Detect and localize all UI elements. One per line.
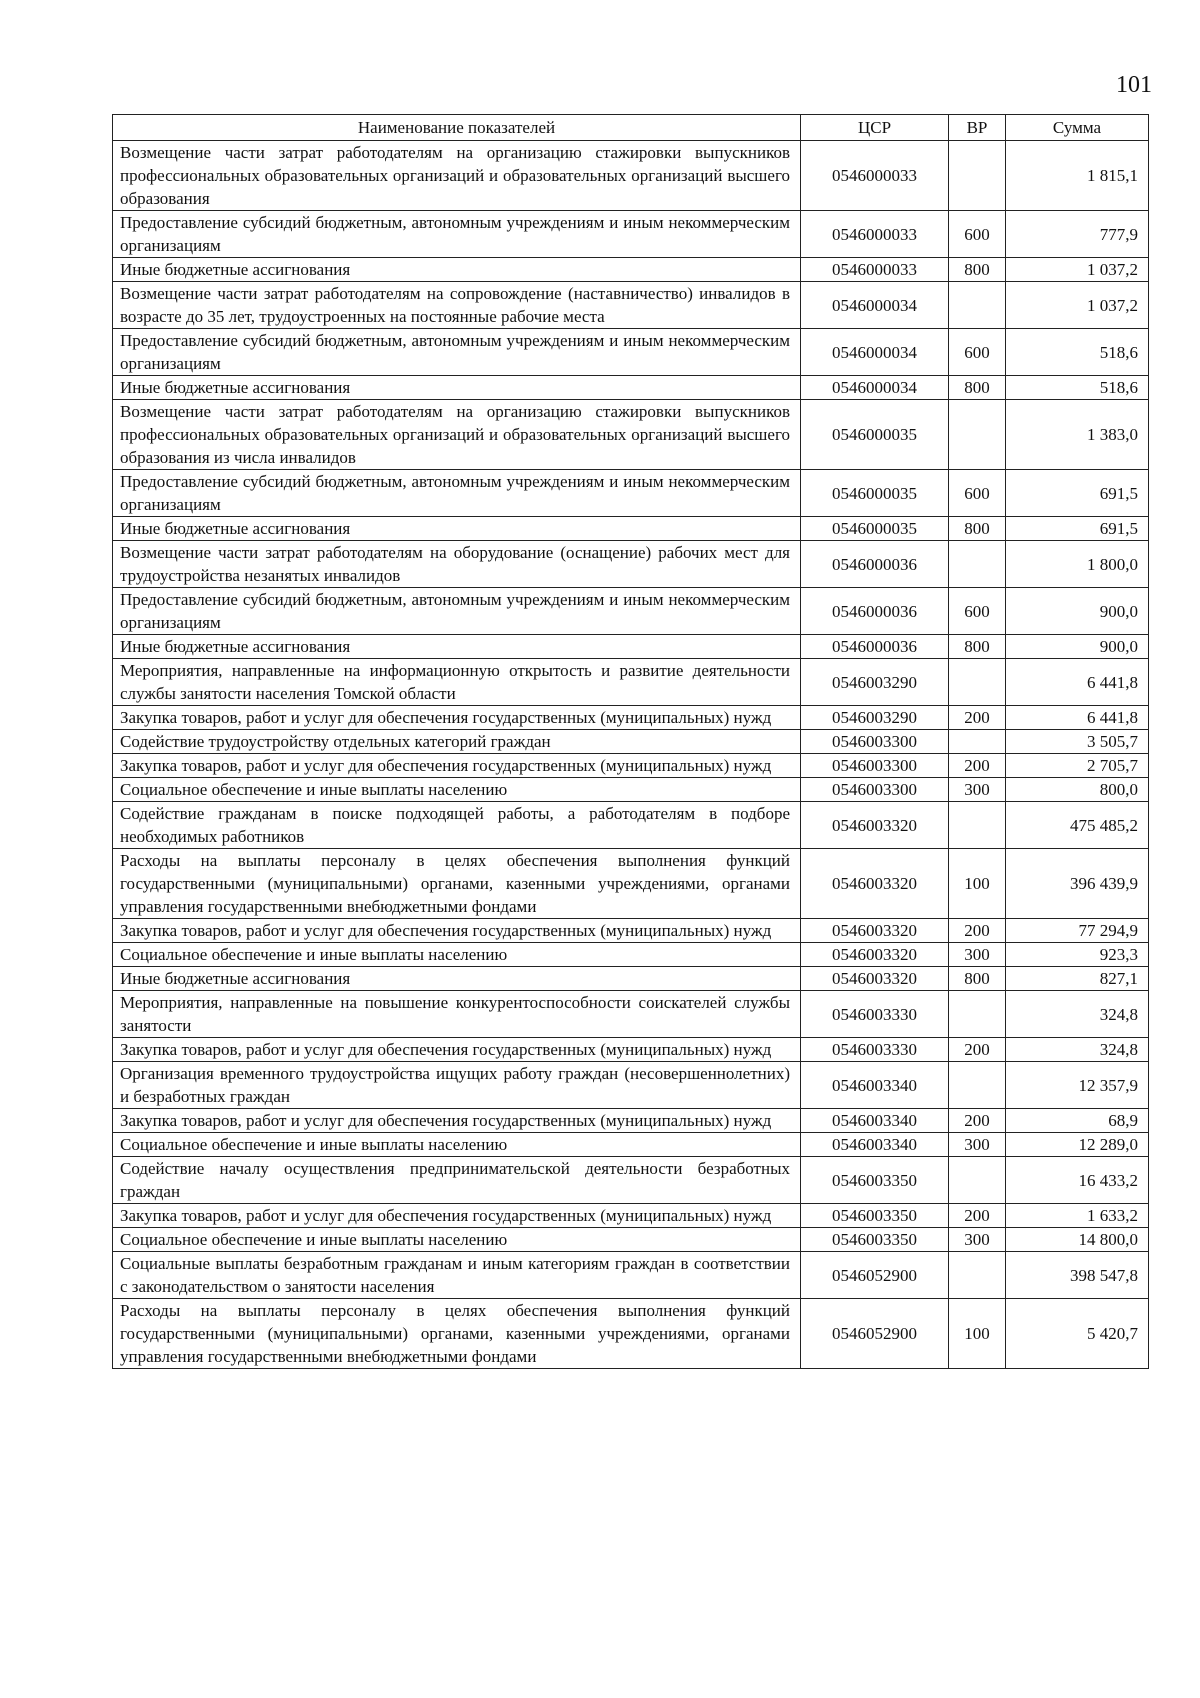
table-row: [113, 1062, 1149, 1109]
cell-vr: [949, 1157, 1006, 1204]
cell-name: Социальные выплаты безработным гражданам и иным категориям граждан в соответствии с законодательством о занятости населения: [113, 1252, 801, 1299]
cell-vr: 800: [949, 376, 1006, 400]
table-row: [113, 943, 1149, 967]
cell-sum: 518,6: [1006, 329, 1149, 376]
cell-vr: [949, 141, 1006, 211]
cell-vr: [949, 1252, 1006, 1299]
cell-csr: 0546003320: [801, 943, 949, 967]
cell-csr: 0546000034: [801, 329, 949, 376]
cell-sum: 16 433,2: [1006, 1157, 1149, 1204]
cell-name: Расходы на выплаты персоналу в целях обеспечения выполнения функций государственными (муниципальными) органами, казенными учреждениями, органами управления государственными внебюджетными фондами: [113, 849, 801, 919]
cell-csr: 0546052900: [801, 1299, 949, 1369]
cell-csr: 0546003340: [801, 1109, 949, 1133]
cell-csr: 0546000035: [801, 400, 949, 470]
cell-vr: 600: [949, 329, 1006, 376]
cell-csr: 0546000034: [801, 376, 949, 400]
cell-csr: 0546000036: [801, 541, 949, 588]
table-row: [113, 849, 1149, 919]
cell-csr: 0546000035: [801, 470, 949, 517]
cell-sum: 777,9: [1006, 211, 1149, 258]
cell-name: Закупка товаров, работ и услуг для обеспечения государственных (муниципальных) нужд: [113, 919, 801, 943]
table-row: [113, 211, 1149, 258]
cell-sum: 1 383,0: [1006, 400, 1149, 470]
page-number: 101: [1116, 72, 1152, 98]
table-row: [113, 517, 1149, 541]
table-row: [113, 778, 1149, 802]
cell-csr: 0546003340: [801, 1133, 949, 1157]
cell-vr: 100: [949, 849, 1006, 919]
cell-vr: [949, 282, 1006, 329]
cell-name: Закупка товаров, работ и услуг для обеспечения государственных (муниципальных) нужд: [113, 1109, 801, 1133]
cell-csr: 0546000034: [801, 282, 949, 329]
cell-vr: [949, 541, 1006, 588]
cell-name: Иные бюджетные ассигнования: [113, 376, 801, 400]
table-row: [113, 967, 1149, 991]
table-row: [113, 541, 1149, 588]
cell-name: Закупка товаров, работ и услуг для обеспечения государственных (муниципальных) нужд: [113, 1204, 801, 1228]
cell-vr: 800: [949, 517, 1006, 541]
table-body: [113, 141, 1149, 1369]
cell-name: Социальное обеспечение и иные выплаты населению: [113, 1133, 801, 1157]
cell-csr: 0546000033: [801, 211, 949, 258]
table-row: [113, 329, 1149, 376]
table-row: [113, 376, 1149, 400]
cell-csr: 0546003290: [801, 659, 949, 706]
column-header-vr: ВР: [949, 115, 1006, 141]
cell-name: Возмещение части затрат работодателям на организацию стажировки выпускников профессиональных образовательных организаций и образовательных организаций высшего образования: [113, 141, 801, 211]
cell-vr: 800: [949, 258, 1006, 282]
table-row: [113, 588, 1149, 635]
table-row: [113, 282, 1149, 329]
cell-name: Предоставление субсидий бюджетным, автономным учреждениям и иным некоммерческим организациям: [113, 211, 801, 258]
table-row: [113, 919, 1149, 943]
cell-name: Содействие гражданам в поиске подходящей работы, а работодателям в подборе необходимых работников: [113, 802, 801, 849]
cell-sum: 1 037,2: [1006, 282, 1149, 329]
cell-name: Возмещение части затрат работодателям на сопровождение (наставничество) инвалидов в возрасте до 35 лет, трудоустроенных на постоянные рабочие места: [113, 282, 801, 329]
cell-sum: 475 485,2: [1006, 802, 1149, 849]
cell-csr: 0546000033: [801, 258, 949, 282]
cell-vr: 200: [949, 754, 1006, 778]
cell-vr: 200: [949, 1038, 1006, 1062]
table-row: [113, 141, 1149, 211]
cell-sum: 5 420,7: [1006, 1299, 1149, 1369]
cell-name: Предоставление субсидий бюджетным, автономным учреждениям и иным некоммерческим организациям: [113, 588, 801, 635]
cell-sum: 6 441,8: [1006, 706, 1149, 730]
cell-name: Возмещение части затрат работодателям на оборудование (оснащение) рабочих мест для трудоустройства незанятых инвалидов: [113, 541, 801, 588]
table-row: [113, 258, 1149, 282]
cell-vr: 600: [949, 470, 1006, 517]
cell-sum: 1 037,2: [1006, 258, 1149, 282]
cell-sum: 2 705,7: [1006, 754, 1149, 778]
header-row: [113, 115, 1149, 141]
cell-sum: 800,0: [1006, 778, 1149, 802]
cell-name: Мероприятия, направленные на повышение конкурентоспособности соискателей службы занятости: [113, 991, 801, 1038]
cell-vr: [949, 991, 1006, 1038]
cell-sum: 12 289,0: [1006, 1133, 1149, 1157]
table-row: [113, 991, 1149, 1038]
table-row: [113, 706, 1149, 730]
cell-name: Иные бюджетные ассигнования: [113, 635, 801, 659]
table-row: [113, 470, 1149, 517]
cell-sum: 324,8: [1006, 1038, 1149, 1062]
table-row: [113, 1204, 1149, 1228]
column-header-csr: ЦСР: [801, 115, 949, 141]
cell-csr: 0546003320: [801, 849, 949, 919]
cell-name: Мероприятия, направленные на информационную открытость и развитие деятельности службы занятости населения Томской области: [113, 659, 801, 706]
cell-csr: 0546003290: [801, 706, 949, 730]
cell-sum: 518,6: [1006, 376, 1149, 400]
table-row: [113, 802, 1149, 849]
cell-vr: 100: [949, 1299, 1006, 1369]
table-row: [113, 659, 1149, 706]
cell-name: Социальное обеспечение и иные выплаты населению: [113, 778, 801, 802]
cell-csr: 0546003340: [801, 1062, 949, 1109]
cell-csr: 0546003350: [801, 1228, 949, 1252]
cell-csr: 0546052900: [801, 1252, 949, 1299]
cell-vr: 600: [949, 588, 1006, 635]
cell-vr: 200: [949, 1109, 1006, 1133]
cell-vr: 300: [949, 1228, 1006, 1252]
cell-csr: 0546000033: [801, 141, 949, 211]
cell-name: Иные бюджетные ассигнования: [113, 967, 801, 991]
cell-csr: 0546003350: [801, 1157, 949, 1204]
budget-table: [112, 114, 1149, 1369]
table-row: [113, 754, 1149, 778]
cell-vr: [949, 730, 1006, 754]
cell-csr: 0546000036: [801, 635, 949, 659]
cell-csr: 0546000035: [801, 517, 949, 541]
cell-sum: 324,8: [1006, 991, 1149, 1038]
table-row: [113, 1228, 1149, 1252]
cell-vr: 200: [949, 1204, 1006, 1228]
cell-vr: 600: [949, 211, 1006, 258]
cell-vr: 200: [949, 919, 1006, 943]
cell-name: Расходы на выплаты персоналу в целях обеспечения выполнения функций государственными (муниципальными) органами, казенными учреждениями, органами управления государственными внебюджетными фондами: [113, 1299, 801, 1369]
cell-sum: 691,5: [1006, 517, 1149, 541]
table-row: [113, 1038, 1149, 1062]
cell-name: Закупка товаров, работ и услуг для обеспечения государственных (муниципальных) нужд: [113, 754, 801, 778]
cell-csr: 0546003350: [801, 1204, 949, 1228]
cell-sum: 68,9: [1006, 1109, 1149, 1133]
cell-name: Предоставление субсидий бюджетным, автономным учреждениям и иным некоммерческим организациям: [113, 329, 801, 376]
cell-sum: 900,0: [1006, 635, 1149, 659]
table-header: [113, 115, 1149, 141]
cell-sum: 77 294,9: [1006, 919, 1149, 943]
table-row: [113, 400, 1149, 470]
cell-name: Социальное обеспечение и иные выплаты населению: [113, 1228, 801, 1252]
cell-sum: 14 800,0: [1006, 1228, 1149, 1252]
cell-name: Социальное обеспечение и иные выплаты населению: [113, 943, 801, 967]
cell-name: Предоставление субсидий бюджетным, автономным учреждениям и иным некоммерческим организациям: [113, 470, 801, 517]
cell-sum: 1 633,2: [1006, 1204, 1149, 1228]
table-row: [113, 1299, 1149, 1369]
cell-name: Иные бюджетные ассигнования: [113, 258, 801, 282]
table-row: [113, 1252, 1149, 1299]
cell-csr: 0546003300: [801, 778, 949, 802]
cell-sum: 12 357,9: [1006, 1062, 1149, 1109]
column-header-name: Наименование показателей: [113, 115, 801, 141]
cell-sum: 1 800,0: [1006, 541, 1149, 588]
cell-sum: 396 439,9: [1006, 849, 1149, 919]
table-row: [113, 1157, 1149, 1204]
cell-sum: 923,3: [1006, 943, 1149, 967]
table-row: [113, 1133, 1149, 1157]
cell-vr: [949, 802, 1006, 849]
cell-sum: 691,5: [1006, 470, 1149, 517]
cell-csr: 0546003300: [801, 730, 949, 754]
cell-vr: 800: [949, 967, 1006, 991]
cell-name: Организация временного трудоустройства ищущих работу граждан (несовершеннолетних) и безработных граждан: [113, 1062, 801, 1109]
cell-sum: 827,1: [1006, 967, 1149, 991]
cell-sum: 6 441,8: [1006, 659, 1149, 706]
cell-sum: 3 505,7: [1006, 730, 1149, 754]
cell-csr: 0546003330: [801, 1038, 949, 1062]
cell-vr: 300: [949, 778, 1006, 802]
table-row: [113, 730, 1149, 754]
cell-sum: 900,0: [1006, 588, 1149, 635]
column-header-sum: Сумма: [1006, 115, 1149, 141]
cell-name: Иные бюджетные ассигнования: [113, 517, 801, 541]
cell-name: Возмещение части затрат работодателям на организацию стажировки выпускников профессиональных образовательных организаций и образовательных организаций высшего образования из числа инвалидов: [113, 400, 801, 470]
cell-csr: 0546003320: [801, 967, 949, 991]
cell-vr: 800: [949, 635, 1006, 659]
cell-vr: 300: [949, 943, 1006, 967]
cell-vr: 300: [949, 1133, 1006, 1157]
cell-csr: 0546003300: [801, 754, 949, 778]
cell-vr: [949, 400, 1006, 470]
cell-csr: 0546003330: [801, 991, 949, 1038]
table-row: [113, 635, 1149, 659]
cell-vr: [949, 1062, 1006, 1109]
cell-csr: 0546003320: [801, 919, 949, 943]
cell-name: Содействие началу осуществления предпринимательской деятельности безработных граждан: [113, 1157, 801, 1204]
cell-csr: 0546003320: [801, 802, 949, 849]
cell-vr: [949, 659, 1006, 706]
cell-name: Закупка товаров, работ и услуг для обеспечения государственных (муниципальных) нужд: [113, 706, 801, 730]
cell-name: Содействие трудоустройству отдельных категорий граждан: [113, 730, 801, 754]
cell-csr: 0546000036: [801, 588, 949, 635]
cell-sum: 398 547,8: [1006, 1252, 1149, 1299]
cell-sum: 1 815,1: [1006, 141, 1149, 211]
cell-name: Закупка товаров, работ и услуг для обеспечения государственных (муниципальных) нужд: [113, 1038, 801, 1062]
cell-vr: 200: [949, 706, 1006, 730]
table-row: [113, 1109, 1149, 1133]
